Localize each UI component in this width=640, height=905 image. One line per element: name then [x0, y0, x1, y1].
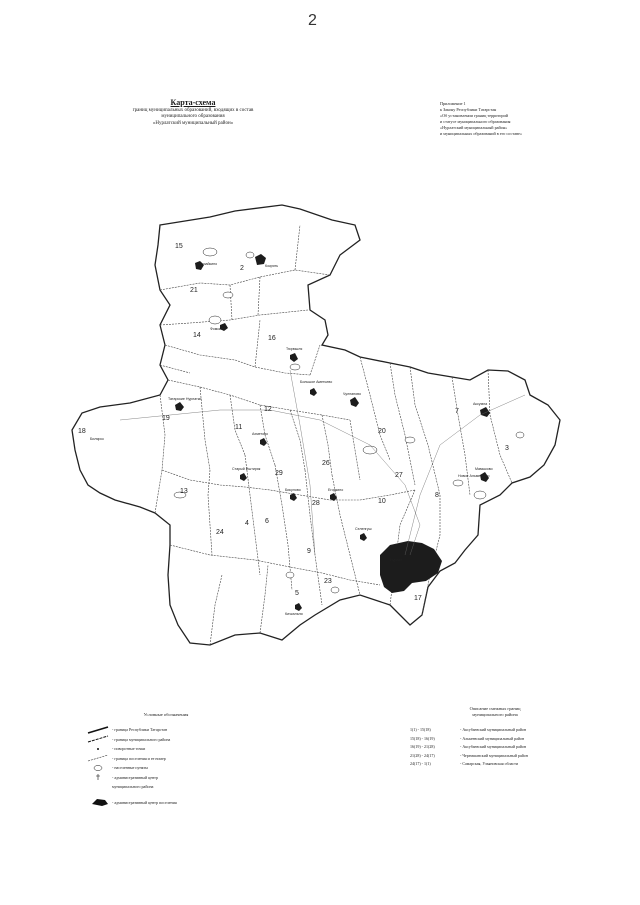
node-point-icon [86, 745, 112, 753]
place-label: Билярск [90, 437, 104, 441]
code-row: 16(19) - 21(28) - Аксубаевский муниципальный район [410, 744, 527, 750]
admin-center-shapes [175, 254, 490, 611]
district-map [60, 195, 570, 655]
place-label: Тюрюшля [286, 347, 303, 351]
number-label: 3 [505, 445, 509, 452]
place-label: Старый Иштиряк [232, 467, 261, 471]
district-outline [72, 205, 560, 645]
number-label: 16 [268, 335, 276, 342]
number-label: 13 [180, 488, 188, 495]
place-label: Ахметово [252, 432, 269, 436]
district-map-svg [60, 195, 570, 655]
appendix-note [440, 101, 522, 138]
number-label: 21 [190, 287, 198, 294]
border-codes [410, 706, 560, 768]
page-number: 2 [308, 12, 317, 29]
appendix-line: «Об установлении границ территорий [440, 113, 508, 119]
number-label: 11 [235, 424, 243, 431]
number-label: 5 [295, 590, 299, 597]
place-label-nurlat: Нурлат [390, 558, 402, 562]
map-legend [86, 712, 216, 807]
admin-center-settlement-icon [86, 798, 112, 806]
number-label: 10 [378, 498, 386, 505]
number-label: 18 [78, 428, 86, 435]
district-border-icon [86, 735, 112, 743]
number-label: 15 [175, 243, 183, 250]
code-row: 15(18) - 16(19) - Алькеевский муниципальный район [410, 735, 525, 741]
appendix-line: к Закону Республики Татарстан [440, 107, 497, 113]
legend-heading: Условные обозначения [143, 712, 189, 717]
place-label: Мамыково [475, 467, 493, 471]
settlement-shapes [174, 248, 524, 593]
number-label: 20 [378, 428, 386, 435]
code-row: 21(28) - 24(17) - Черемшанский муниципальный район [410, 752, 528, 758]
number-label: 8 [435, 492, 439, 499]
legend-item: - поворотные точки [86, 744, 216, 754]
appendix-line: и муниципальных образований в его составе» [440, 131, 522, 137]
place-label: Егоркино [328, 488, 344, 492]
admin-center-icon [86, 773, 112, 781]
place-label: Селенгуш [355, 527, 372, 531]
number-label: 23 [324, 578, 332, 585]
place-label: Чулпаново [343, 392, 362, 396]
legend-item: - граница Республики Татарстан [86, 725, 216, 735]
code-row: 1(1) - 15(18) - Аксубаевский муниципальный район [410, 727, 527, 733]
place-label: Кузайкино [200, 262, 218, 266]
place-label: Кичкальня [285, 612, 303, 616]
place-label: Татарские Нурлатки [168, 397, 202, 401]
republic-border-icon [86, 726, 112, 734]
number-label: 14 [193, 332, 201, 339]
number-label: 17 [414, 595, 422, 602]
number-label: 27 [395, 472, 403, 479]
number-label: 28 [312, 500, 320, 507]
appendix-line: Приложение 1 [440, 101, 466, 106]
number-label: 19 [162, 415, 170, 422]
place-label: Новое Альметьево [458, 474, 490, 478]
title-line-3: муниципального образования [161, 114, 225, 120]
map-title [86, 98, 300, 127]
place-label: Аксумла [473, 402, 488, 406]
legend-item: - населенные пункты [86, 763, 216, 773]
number-label: 24 [216, 529, 224, 536]
number-label: 4 [245, 520, 249, 527]
place-label: Кокрять [265, 264, 279, 268]
settlement-borders [155, 225, 512, 645]
number-label: 12 [264, 406, 272, 413]
codes-heading: Описание смежных границ муниципального района [469, 706, 521, 717]
number-label: 7 [455, 408, 459, 415]
legend-item: - граница муниципального района [86, 735, 216, 745]
legend-item: - граница поселения и ее номер [86, 754, 216, 764]
number-label: 9 [307, 548, 311, 555]
nurlat-city-shape [380, 541, 442, 593]
settlement-numbers [78, 243, 509, 602]
settlement-icon [86, 764, 112, 772]
title-line-1: Карта-схема [170, 98, 216, 107]
title-line-4: «Нурлатский муниципальный район» [152, 120, 234, 126]
place-label: Бикулово [285, 488, 301, 492]
legend-item: - административный центр поселения [86, 798, 216, 808]
code-row: 24(17) - 1(1) - Самарская, Ульяновская области [410, 761, 519, 767]
number-label: 29 [275, 470, 283, 477]
appendix-line: и статусе муниципального образования [440, 119, 511, 125]
title-line-2: границ муниципальных образований, входящих в состав [132, 108, 254, 113]
number-label: 26 [322, 460, 330, 467]
place-label: Большое Аметьево [300, 380, 333, 384]
legend-item: муниципального района [112, 784, 154, 790]
number-label: 2 [240, 265, 244, 272]
legend-item: - административный центр [86, 773, 216, 783]
place-label: Фомкино [210, 327, 225, 331]
appendix-line: «Нурлатский муниципальный район» [440, 125, 508, 131]
number-label: 6 [265, 518, 269, 525]
settlement-border-icon [86, 754, 112, 762]
